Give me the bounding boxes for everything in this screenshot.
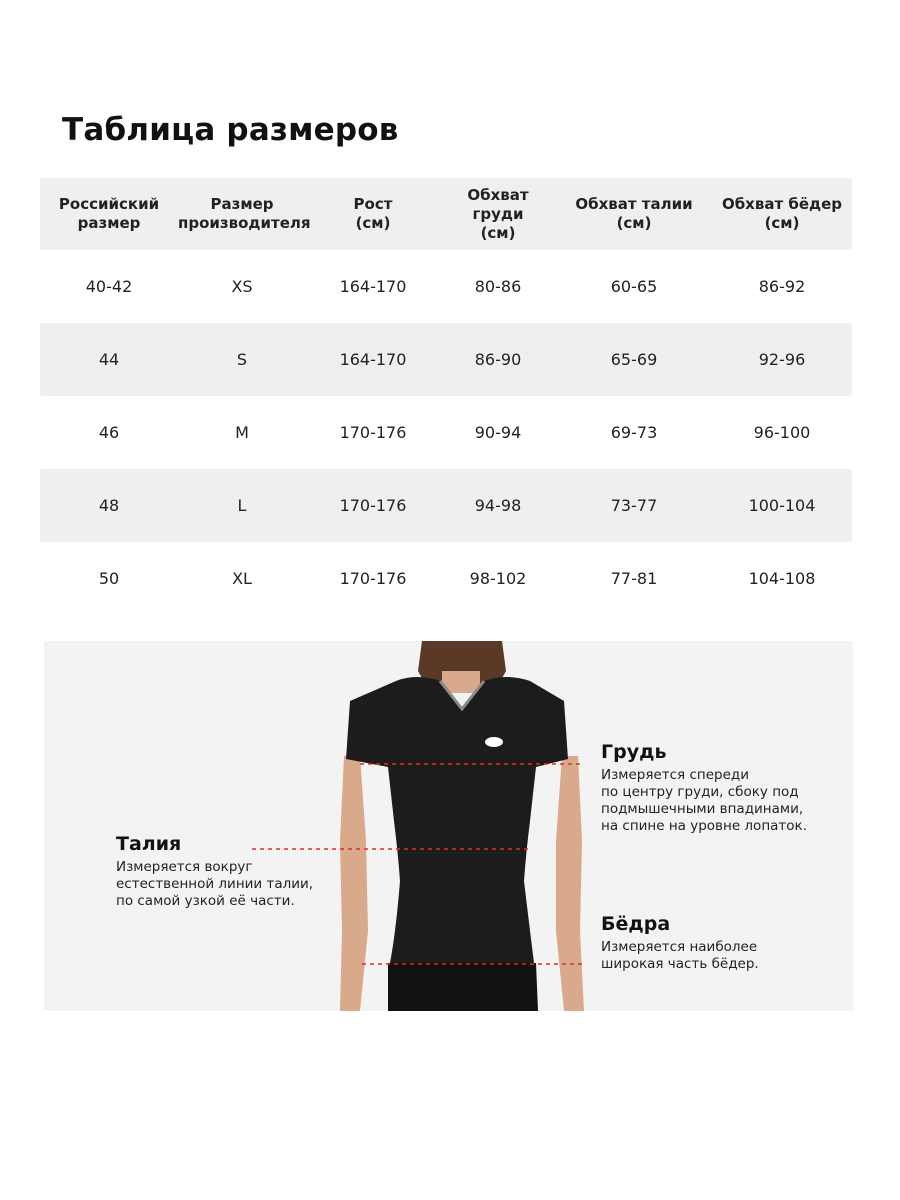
cell-waist: 69-73 xyxy=(610,423,658,442)
cell-manufacturer-size: L xyxy=(237,496,247,515)
cell-hips: 92-96 xyxy=(758,350,806,369)
hips-annotation xyxy=(601,913,759,973)
table-header-row xyxy=(40,178,852,250)
table-row xyxy=(40,323,852,396)
cell-waist: 65-69 xyxy=(610,350,658,369)
cell-hips: 100-104 xyxy=(748,496,816,515)
cell-russian-size: 40-42 xyxy=(85,277,133,296)
cell-chest: 86-90 xyxy=(474,350,522,369)
model-shirt xyxy=(346,677,568,963)
waist-title: Талия xyxy=(116,833,182,855)
chest-description: Измеряется спереди по центру груди, сбоку под подмышечными впадинами, на спине на уровне лопаток. xyxy=(601,767,807,834)
cell-chest: 80-86 xyxy=(474,277,522,296)
cell-waist: 60-65 xyxy=(610,277,658,296)
page-title: Таблица размеров xyxy=(62,112,399,148)
cell-height: 170-176 xyxy=(339,496,407,515)
measurement-figure xyxy=(44,641,853,1011)
cell-russian-size: 46 xyxy=(98,423,120,442)
chest-title: Грудь xyxy=(601,741,667,763)
table-row xyxy=(40,542,852,615)
model-leggings xyxy=(388,963,538,1011)
table-row xyxy=(40,469,852,542)
cell-russian-size: 48 xyxy=(98,496,120,515)
hips-description: Измеряется наиболее широкая часть бёдер. xyxy=(601,939,759,972)
header-waist: Обхват талии (см) xyxy=(575,195,693,232)
cell-manufacturer-size: XL xyxy=(232,569,252,588)
cell-height: 164-170 xyxy=(339,277,407,296)
model-right-arm xyxy=(556,756,584,1011)
cell-hips: 86-92 xyxy=(758,277,806,296)
table-row xyxy=(40,250,852,323)
cell-manufacturer-size: XS xyxy=(231,277,253,296)
cell-hips: 96-100 xyxy=(753,423,811,442)
waist-annotation xyxy=(116,833,313,910)
cell-russian-size: 50 xyxy=(98,569,120,588)
header-manufacturer-size: Размер производителя xyxy=(178,195,311,232)
header-hips: Обхват бёдер (см) xyxy=(721,195,843,232)
cell-hips: 104-108 xyxy=(748,569,816,588)
cell-height: 164-170 xyxy=(339,350,407,369)
logo-icon xyxy=(485,737,503,747)
header-russian-size: Российский размер xyxy=(58,195,160,232)
size-table xyxy=(40,178,852,615)
cell-russian-size: 44 xyxy=(98,350,120,369)
cell-waist: 73-77 xyxy=(610,496,658,515)
cell-waist: 77-81 xyxy=(610,569,658,588)
cell-chest: 98-102 xyxy=(469,569,527,588)
cell-chest: 94-98 xyxy=(474,496,522,515)
cell-chest: 90-94 xyxy=(474,423,522,442)
chest-annotation xyxy=(601,741,807,835)
table-row xyxy=(40,396,852,469)
cell-manufacturer-size: M xyxy=(235,423,249,442)
header-height: Рост (см) xyxy=(353,195,393,232)
hips-title: Бёдра xyxy=(601,913,671,935)
header-chest: Обхват груди (см) xyxy=(467,185,529,242)
cell-height: 170-176 xyxy=(339,569,407,588)
waist-description: Измеряется вокруг естественной линии талии, по самой узкой её части. xyxy=(116,859,314,909)
cell-manufacturer-size: S xyxy=(236,350,248,369)
model-left-arm xyxy=(340,756,368,1011)
cell-height: 170-176 xyxy=(339,423,407,442)
